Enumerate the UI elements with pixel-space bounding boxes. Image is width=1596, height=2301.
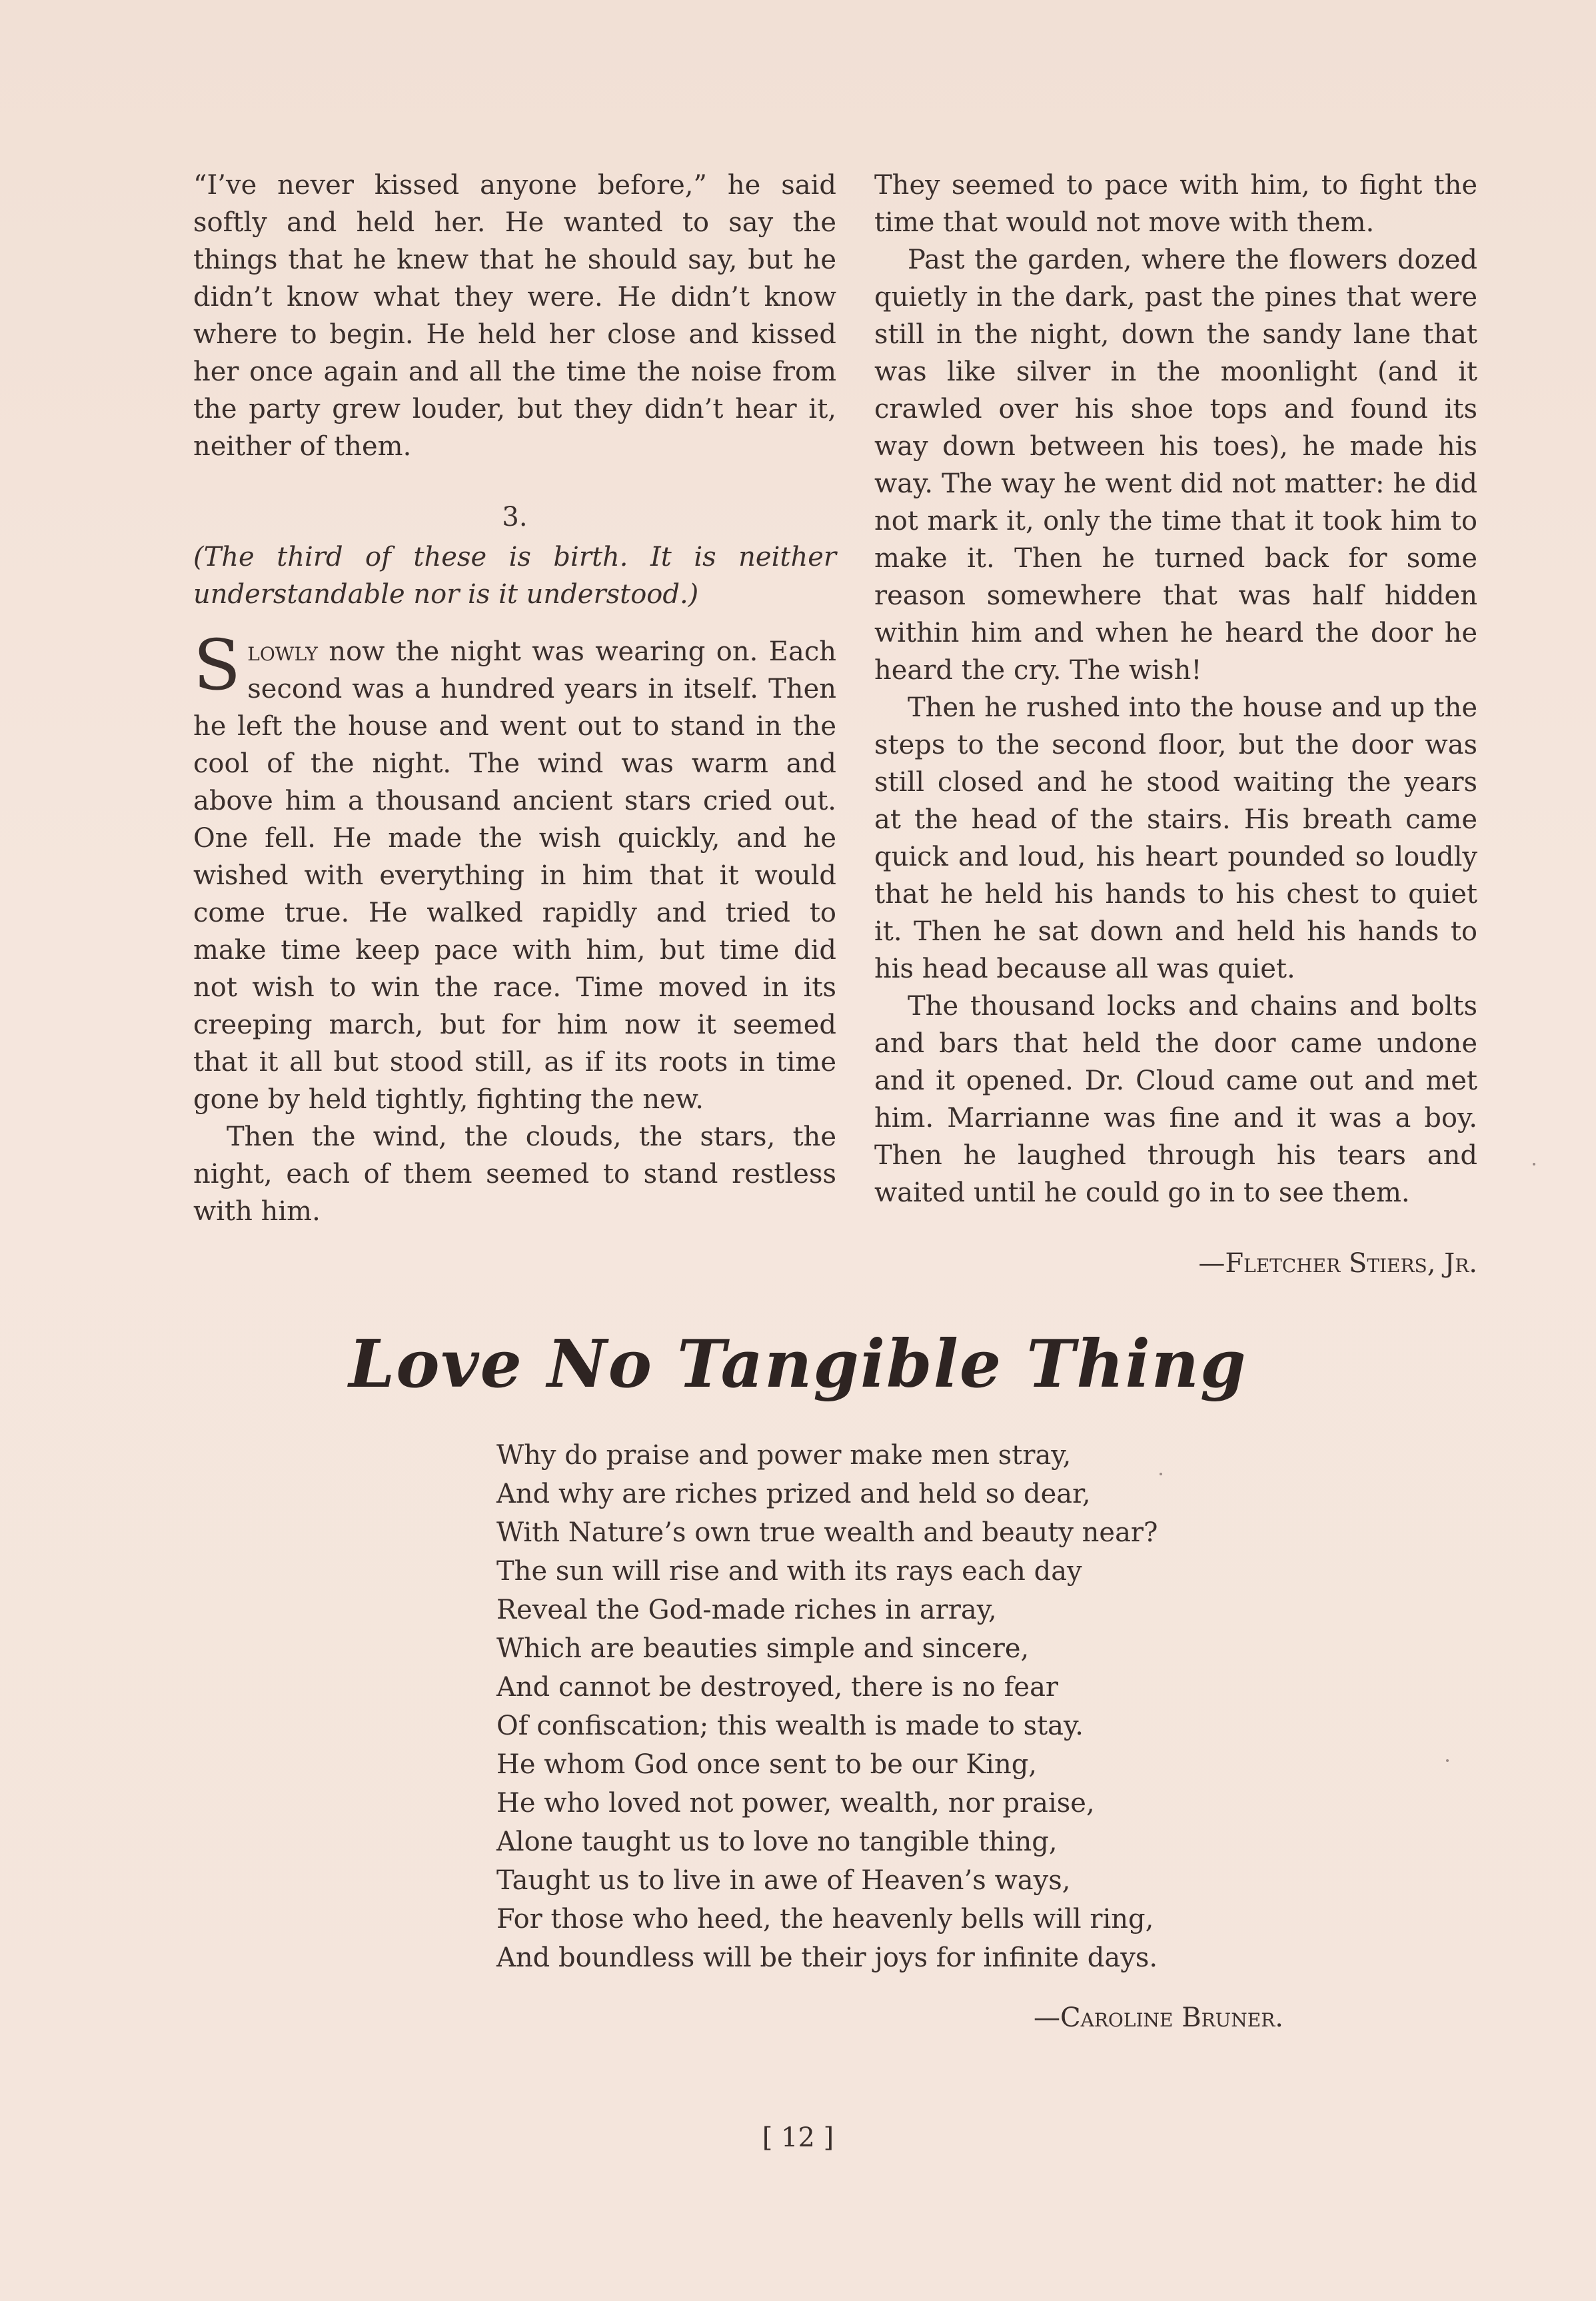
paper-speck [1446, 1759, 1449, 1762]
poem-title: Love No Tangible Thing [349, 1326, 1247, 1403]
poem-line: Why do praise and power make men stray, [496, 1440, 1072, 1471]
story-paragraph: Then he rushed into the house and up the steps to the second floor, but the door was still closed and he stood waiting the years at the head of the stairs. His breath came quick and loud, his heart pounded so loudly that he held his hands to his chest to quiet it. Then he sat down and held his hands to his head because all was quiet. [874, 692, 1477, 984]
poem-line: And cannot be destroyed, there is no fear [496, 1672, 1059, 1703]
paper-speck [1533, 1163, 1535, 1165]
poem-line: And why are riches prized and held so dear, [496, 1479, 1091, 1509]
drop-cap-smallcaps: lowly [247, 636, 318, 667]
paper-speck [1160, 1473, 1162, 1475]
story-paragraph-dropcap [193, 624, 836, 1118]
story-paragraph: “I’ve never kissed anyone before,” he said softly and held her. He wanted to say the things that he knew that he should say, but he didn’t know what they were. He didn’t know where to begin. He held her close and kissed her once again and all the time the noise from the party grew louder, but they didn’t hear it, neither of them. [193, 170, 836, 462]
poem-body [496, 1436, 1296, 1977]
story-paragraph: Past the garden, where the flowers dozed quietly in the dark, past the pines that were still in the night, down the sandy lane that was like silver in the moonlight (and it crawled over his shoe tops and found its way down between his toes), he made his way. The way he went did not matter: he did not mark it, only the time that it took him to make it. Then he turned back for some reason somewhere that was half hidden within him and when he heard the door he heard the cry. The wish! [874, 245, 1477, 686]
right-column [874, 167, 1477, 1282]
left-column [193, 167, 836, 1230]
poem-line: Taught us to live in awe of Heaven’s ways, [496, 1865, 1071, 1896]
story-paragraph: The thousand locks and chains and bolts and bars that held the door came undone and it opened. Dr. Cloud came out and met him. Marrianne was fine and it was a boy. Then he laughed through his tears and waited until he could go in to see them. [874, 991, 1477, 1208]
section-note: (The third of these is birth. It is neither understandable nor is it understood.) [193, 542, 836, 610]
drop-cap-letter: S [193, 624, 241, 706]
poem-line: Of confiscation; this wealth is made to stay. [496, 1711, 1084, 1741]
poem-line: For those who heed, the heavenly bells will ring, [496, 1904, 1154, 1934]
poem-line: Reveal the God-made riches in array, [496, 1595, 997, 1625]
poem-line: And boundless will be their joys for infinite days. [496, 1942, 1158, 1973]
poem-author-signature: —Caroline Bruner. [1034, 2002, 1283, 2033]
poem-line: With Nature’s own true wealth and beauty near? [496, 1517, 1158, 1548]
poem-line: He whom God once sent to be our King, [496, 1749, 1038, 1780]
story-paragraph: Then the wind, the clouds, the stars, the night, each of them seemed to stand restless with him. [193, 1122, 836, 1227]
story-paragraph-text: now the night was wearing on. Each second was a hundred years in itself. Then he left the house and went out to stand in the cool of the night. The wind was warm and above him a thousand ancient stars cried out. One fell. He made the wish quickly, and he wished with everything in him that it would come true. He walked rapidly and tried to make time keep pace with him, but time did not wish to win the race. Time moved in its creeping march, but for him now it seemed that it all but stood still, as if its roots in time gone by held tightly, fighting the new. [193, 636, 836, 1115]
poem-line: Which are beauties simple and sincere, [496, 1633, 1030, 1664]
story-paragraph: They seemed to pace with him, to fight the time that would not move with them. [874, 170, 1477, 238]
poem-line: He who loved not power, wealth, nor praise, [496, 1788, 1095, 1819]
section-number: 3. [502, 502, 528, 532]
poem-line: The sun will rise and with its rays each day [496, 1556, 1082, 1587]
story-author-signature: —Fletcher Stiers, Jr. [1198, 1248, 1477, 1279]
poem-line: Alone taught us to love no tangible thing, [496, 1827, 1058, 1857]
page-number: [ 12 ] [762, 2122, 834, 2153]
